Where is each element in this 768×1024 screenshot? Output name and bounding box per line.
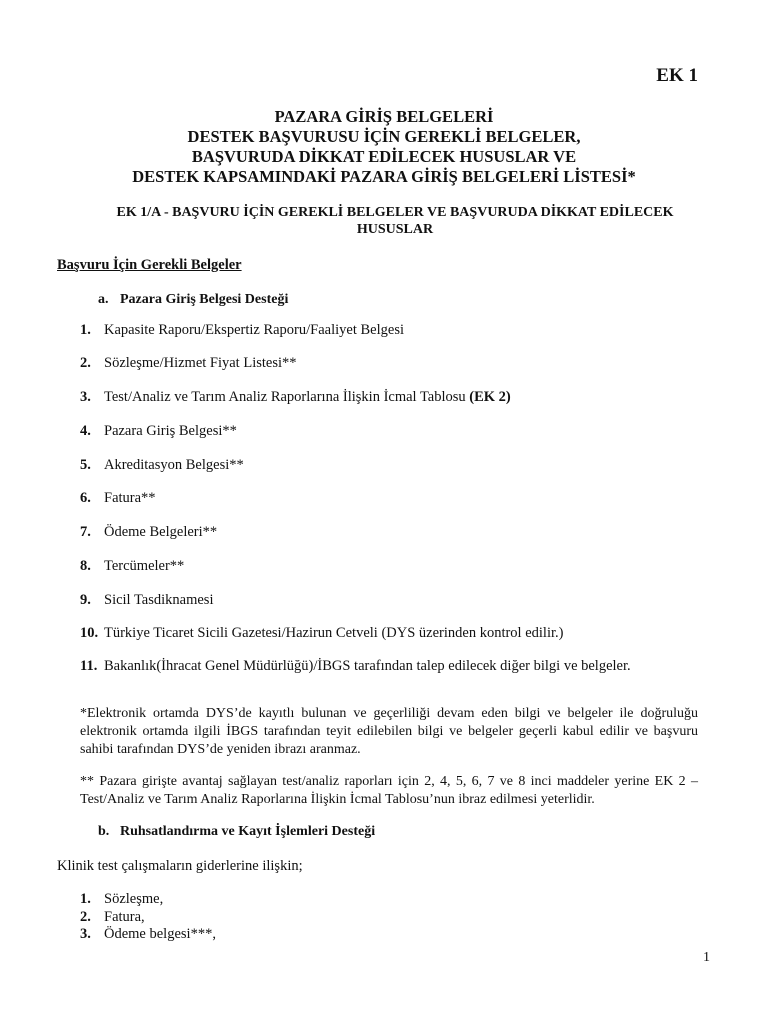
document-title xyxy=(0,107,768,187)
item-number: 11. xyxy=(80,658,98,674)
section-subtitle: EK 1/A - BAŞVURU İÇİN GEREKLİ BELGELER VE BAŞVURUDA DİKKAT EDİLECEK HUSUSLAR xyxy=(116,205,674,237)
item-number: 6. xyxy=(80,490,91,506)
item-text: Fatura** xyxy=(104,490,156,506)
item-text: Pazara Giriş Belgesi** xyxy=(104,423,237,439)
subsection-title: Pazara Giriş Belgesi Desteği xyxy=(120,292,289,307)
title-line: DESTEK KAPSAMINDAKİ PAZARA GİRİŞ BELGELERİ LİSTESİ* xyxy=(132,167,636,186)
annex-label: EK 1 xyxy=(656,65,698,86)
list-item xyxy=(80,489,156,507)
item-number: 3. xyxy=(80,389,91,405)
subsection-b-intro: Klinik test çalışmaların giderlerine ilişkin; xyxy=(57,858,303,874)
list-item xyxy=(80,354,297,372)
item-text: Ödeme belgesi***, xyxy=(104,926,216,942)
item-number: 1. xyxy=(80,322,91,338)
list-item xyxy=(80,926,216,943)
item-number: 9. xyxy=(80,592,91,608)
list-item xyxy=(80,591,213,609)
title-line: DESTEK BAŞVURUSU İÇİN GEREKLİ BELGELER, xyxy=(187,127,581,146)
subsection-b-heading xyxy=(98,823,375,841)
item-number: 10. xyxy=(80,625,99,641)
item-text: Tercümeler** xyxy=(104,558,185,574)
item-number: 2. xyxy=(80,909,91,925)
section-heading: Başvuru İçin Gerekli Belgeler xyxy=(57,257,242,273)
subsection-letter: a. xyxy=(98,292,109,307)
list-item xyxy=(80,624,563,642)
list-item xyxy=(80,657,631,675)
item-number: 5. xyxy=(80,457,91,473)
item-number: 8. xyxy=(80,558,91,574)
list-item xyxy=(80,523,217,541)
page-number: 1 xyxy=(703,950,710,965)
item-number: 7. xyxy=(80,524,91,540)
footnote-double-star: ** Pazara girişte avantaj sağlayan test/analiz raporları için 2, 4, 5, 6, 7 ve 8 inci maddeler yerine EK 2 – Test/Analiz ve Tarım Analiz Raporlarına İlişkin İcmal Tablosu’nun ibraz edilmesi yeterlidir. xyxy=(80,774,698,807)
item-text: Türkiye Ticaret Sicili Gazetesi/Hazirun Cetveli (DYS üzerinden kontrol edilir.) xyxy=(104,625,564,641)
item-text: Sicil Tasdiknamesi xyxy=(104,592,214,608)
item-text: Bakanlık(İhracat Genel Müdürlüğü)/İBGS tarafından talep edilecek diğer bilgi ve belgeler. xyxy=(104,658,631,674)
item-number: 3. xyxy=(80,926,91,942)
subsection-title: Ruhsatlandırma ve Kayıt İşlemleri Desteği xyxy=(120,824,376,839)
item-number: 4. xyxy=(80,423,91,439)
item-text: Kapasite Raporu/Ekspertiz Raporu/Faaliyet Belgesi xyxy=(104,322,404,338)
list-item xyxy=(80,422,237,440)
item-number: 1. xyxy=(80,891,91,907)
item-number: 2. xyxy=(80,355,91,371)
item-text: Sözleşme, xyxy=(104,891,164,907)
item-text: Sözleşme/Hizmet Fiyat Listesi** xyxy=(104,355,297,371)
list-item xyxy=(80,321,404,339)
item-text: Fatura, xyxy=(104,909,145,925)
list-item xyxy=(80,456,244,474)
item-text: Ödeme Belgeleri** xyxy=(104,524,218,540)
item-text: Test/Analiz ve Tarım Analiz Raporlarına İlişkin İcmal Tablosu xyxy=(104,389,470,405)
title-line: PAZARA GİRİŞ BELGELERİ xyxy=(274,107,494,126)
footnote-single-star: *Elektronik ortamda DYS’de kayıtlı bulunan ve geçerliliği devam eden bilgi ve belgeler ile doğruluğu elektronik ortamda ilgili İBGS tarafından teyit edilebilen bilgi ve belgeler geçerli kabul edilir ve başvuru sahibi tarafından DYS’de yeniden ibrazı aranmaz. xyxy=(80,706,698,757)
list-item xyxy=(80,909,145,926)
list-item xyxy=(80,388,511,406)
item-annex-ref: (EK 2) xyxy=(469,389,511,405)
list-item xyxy=(80,891,163,908)
title-line: BAŞVURUDA DİKKAT EDİLECEK HUSUSLAR VE xyxy=(191,147,577,166)
list-item xyxy=(80,557,184,575)
subsection-a-heading xyxy=(98,291,288,309)
subsection-letter: b. xyxy=(98,824,110,839)
item-text: Akreditasyon Belgesi** xyxy=(104,457,244,473)
